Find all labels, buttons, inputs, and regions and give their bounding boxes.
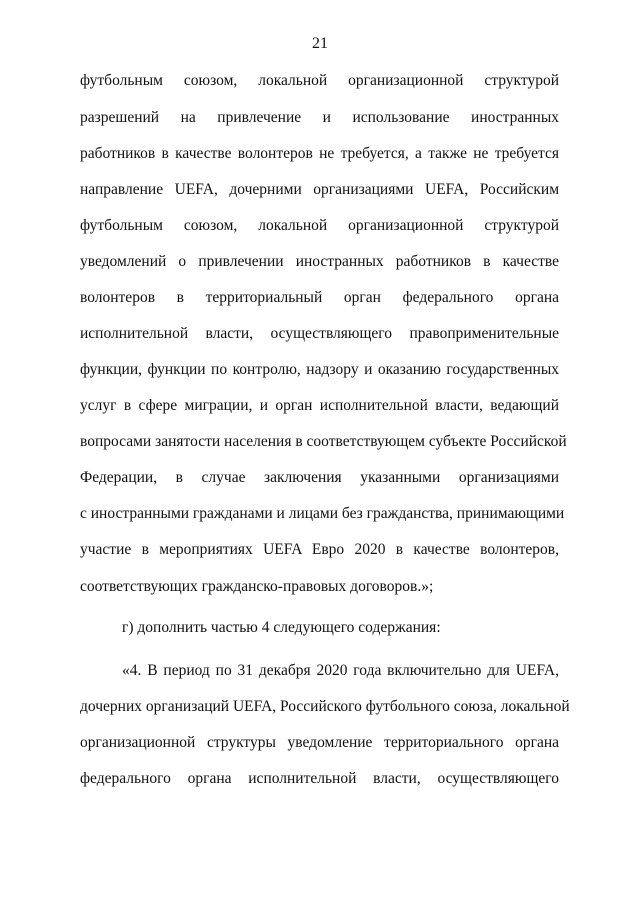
page-number: 21 bbox=[312, 35, 328, 52]
text-line: вопросами занятости населения в соответствующем субъекте Российской bbox=[80, 433, 567, 450]
text-line: организационной структуры уведомление территориального органа bbox=[80, 734, 559, 751]
text-line: с иностранными гражданами и лицами без гражданства, принимающими bbox=[80, 505, 565, 522]
text-line: исполнительной власти, осуществляющего правоприменительные bbox=[80, 325, 559, 342]
text-line: уведомлений о привлечении иностранных работников в качестве bbox=[80, 253, 559, 270]
text-line: волонтеров в территориальный орган федерального органа bbox=[80, 289, 559, 306]
text-line: дочерних организаций UEFA, Российского футбольного союза, локальной bbox=[80, 698, 570, 715]
text-line: футбольным союзом, локальной организационной структурой bbox=[80, 72, 559, 89]
text-line: федерального органа исполнительной власти, осуществляющего bbox=[80, 770, 559, 787]
text-line: г) дополнить частью 4 следующего содержания: bbox=[122, 619, 441, 636]
text-line: участие в мероприятиях UEFA Евро 2020 в качестве волонтеров, bbox=[80, 541, 559, 558]
text-line: услуг в сфере миграции, и орган исполнительной власти, ведающий bbox=[80, 397, 559, 414]
text-line: Федерации, в случае заключения указанными организациями bbox=[80, 469, 559, 486]
text-line: футбольным союзом, локальной организационной структурой bbox=[80, 217, 559, 234]
text-line: разрешений на привлечение и использование иностранных bbox=[80, 109, 559, 126]
text-line: направление UEFA, дочерними организациями UEFA, Российским bbox=[80, 181, 559, 198]
text-line: соответствующих гражданско-правовых договоров.»; bbox=[80, 578, 434, 595]
text-line: работников в качестве волонтеров не требуется, а также не требуется bbox=[80, 145, 559, 162]
text-line: «4. В период по 31 декабря 2020 года включительно для UEFA, bbox=[122, 662, 559, 679]
text-line: функции, функции по контролю, надзору и оказанию государственных bbox=[80, 361, 559, 378]
